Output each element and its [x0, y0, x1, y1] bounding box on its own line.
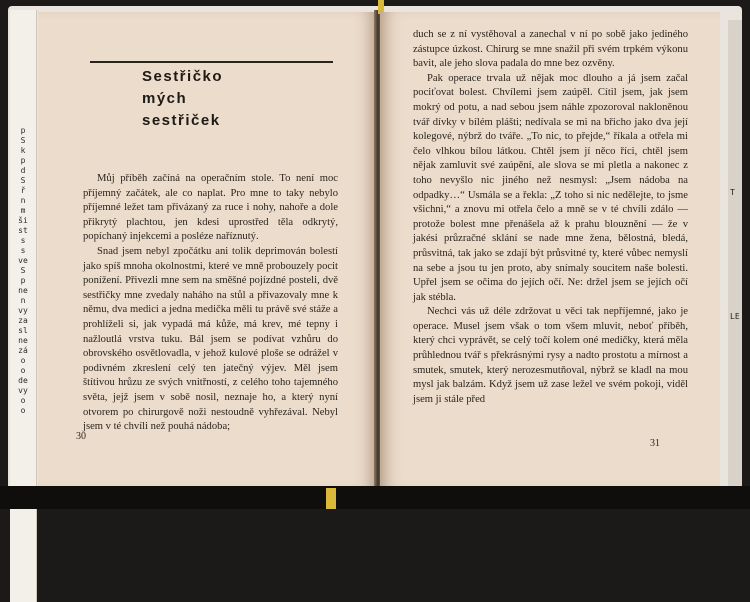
edge-letter: p — [20, 126, 26, 135]
edge-letter: o — [20, 356, 26, 365]
edge-mark: LE — [730, 312, 740, 321]
paragraph: Snad jsem nebyl zpočátku ani tolik deprimován bolestí jako spíš mnoha okolnostmi, které ve mně probouzely pocit ponížení. Přivezli mne sem na směšné pojízdné posteli, dvě sestřičky mne zvedaly naháho na stůl a přivazovaly mne k němu, dva medici a jedna medička měli tu právě své stáže a prohlíželi si, jak vypadá má kůže, má krev, mé tepny i nažloutlá vrstva tuku. Bál jsem se podívat vzhůru do obrovského osvětlovadla, v jehož kulové ploše se odrážel v podivném zkreslení celý ten jatečný výjev. Měl jsem štítivou hrůzu ze svých vnitřností, z celého toho tajemného světa, jejž jsem v sobě nosil, neznaje ho, a který nyní otvorem po chirurgově noži nestoudně vyhřezával. Nebyl jsem v té chvíli než pouhá nádoba; — [83, 245, 338, 433]
edge-letter: ne — [18, 286, 28, 295]
edge-letter: de — [18, 376, 28, 385]
edge-letter: vy — [18, 386, 28, 395]
edge-letter: za — [18, 316, 28, 325]
paragraph: Můj příběh začíná na operačním stole. To není moc příjemný začátek, ale co naplat. Pro mne to taky nebylo příjemné ležet tam přivázaný za ruce i nohy, nahoře a dole přikrytý plachtou, jen kdesi uprostřed těla odkrytý, popíchaný injekcemi a posléze naříznutý. — [83, 173, 338, 243]
edge-letter: ve — [18, 256, 28, 265]
edge-letter: S — [20, 176, 26, 185]
edge-letter: ne — [18, 336, 28, 345]
edge-letter: s — [20, 246, 26, 255]
right-body-text — [413, 28, 688, 407]
chapter-title — [142, 66, 342, 132]
edge-letter: S — [20, 136, 26, 145]
edge-letter: S — [20, 266, 26, 275]
edge-letter: o — [20, 396, 26, 405]
edge-mark: T — [730, 188, 735, 197]
chapter-rule — [90, 61, 333, 63]
chapter-title-line: sestřiček — [142, 112, 221, 129]
edge-letter: o — [20, 406, 26, 415]
edge-letter: sl — [18, 326, 28, 335]
edge-letter: s — [20, 236, 26, 245]
page-number: 30 — [76, 431, 86, 442]
left-page — [38, 12, 376, 488]
edge-letter: st — [18, 226, 28, 235]
edge-letter: vy — [18, 306, 28, 315]
edge-letter: zá — [18, 346, 28, 355]
bookmark-ribbon — [326, 488, 336, 509]
edge-letter: p — [20, 156, 26, 165]
edge-letter: d — [20, 166, 26, 175]
foreground-edge — [0, 486, 750, 509]
right-page — [380, 12, 720, 488]
paragraph: Nechci vás už déle zdržovat u věci tak nepříjemné, jako je operace. Musel jsem však o tom všem mluvit, neboť příběh, který chci vyprávět, se celý točí kolem oné medičky, která měla průhlednou tvář s překrásnými rysy a nadto prostotu a mírnost a smutek, smutek, který nerozesmutňoval, nýbrž se kladl na mou mysl jak balzám. Když jsem už zase ležel ve svém pokoji, viděl jsem ji stále před — [413, 306, 688, 405]
chapter-title-line: mých — [142, 90, 188, 107]
underlying-page-strip — [10, 10, 37, 602]
edge-letter: n — [20, 196, 26, 205]
paragraph: duch se z ní vystěhoval a zanechal v ní po sobě jako jediného zástupce úzkost. Chirurg se mne snažil při svém trpkém výkonu bavit, ale jeho slova padala do mne bez ozvěny. — [413, 29, 688, 70]
cover-edge — [728, 20, 742, 490]
edge-letter: ši — [18, 216, 28, 225]
edge-letter: o — [20, 366, 26, 375]
edge-letter: ř — [20, 186, 26, 195]
page-number: 31 — [650, 438, 660, 449]
left-body-text — [83, 172, 338, 435]
paragraph: Pak operace trvala už nějak moc dlouho a já jsem začal pociťovat bolest. Chvílemi jsem zaúpěl. Cítil jsem, jak jsem mokrý od potu, a nad sebou jsem náhle zpozoroval nakloněnou tvář dívky v bílém plášti; nedívala se mi na břicho jako dva její kolegové, nýbrž do tváře. „To nic, to přejde,“ říkala a otřela mi čelo vlhkou bílou látkou. Chtěl jsem jí něco říci, chtěl jsem nějak zamluvit své zaúpění, ale slova se mi pletla a nakonec z toho nevyšlo nic jiného než nesmysl: „Jsem nádoba na odpadky…“ Usmála se a řekla: „Z toho si nic nedělejte, to jsme všichni,“ a znovu mi otřela čelo a mně se v té chvíli zdálo — protože bolest mne přenášela až k prahu blouznění — že v jakési průzračné sklání se nade mne žena, bělostná, bledá, průsvitná, tak jako se zdají být průsvitné ty, které vůbec nemyslí na sebe a jsou tu jen proto, aby snímaly soucitem naše bolesti. Upřel jsem se očima do jejích očí. Ne: držel jsem se jejích očí jak stébla. — [413, 72, 688, 303]
edge-letter: m — [20, 206, 26, 215]
edge-letter: k — [20, 146, 26, 155]
chapter-title-line: Sestřičko — [142, 68, 224, 85]
edge-letter: p — [20, 276, 26, 285]
edge-letter: n — [20, 296, 26, 305]
